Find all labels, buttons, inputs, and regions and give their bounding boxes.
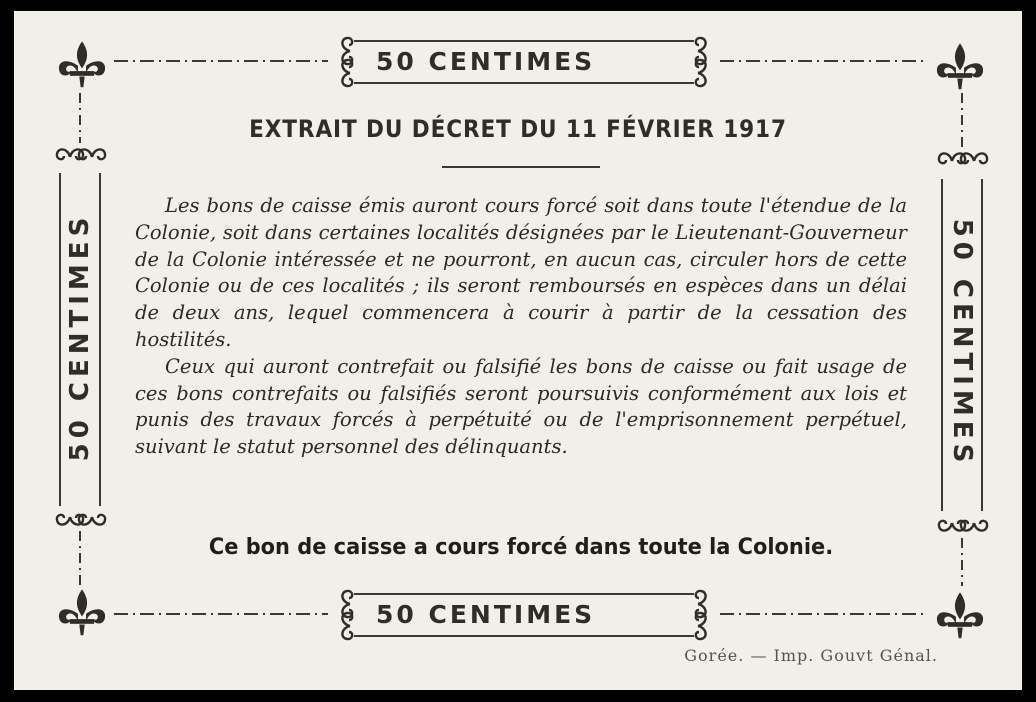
fleur-de-lis-icon [937,592,983,638]
decree-text [135,193,907,461]
decree-paragraph: Ceux qui auront contrefait ou falsifié les bons de caisse ou fait usage de ces bons contrefaits ou falsifiés seront poursuivis conformément aux lois et punis des travaux forcés à perpétuité ou de l'emprisonnement perpétuel, suivant le statut personnel des délinquants. [135,354,907,459]
fleur-de-lis-icon [59,589,105,635]
printer-imprint: Gorée. — Imp. Gouvt Génal. [684,646,938,665]
denomination-top: 50 CENTIMES [376,47,596,76]
fleur-de-lis-icon [59,41,105,87]
legal-tender-statement: Ce bon de caisse a cours forcé dans toute la Colonie. [208,534,834,560]
denomination-left: 50 CENTIMES [65,212,95,462]
denomination-right: 50 CENTIMES [947,218,977,468]
banknote-back [14,11,1022,690]
decree-paragraph: Les bons de caisse émis auront cours forcé soit dans toute l'étendue de la Colonie, soit dans certaines localités désignées par le Lieutenant-Gouverneur de la Colonie intéressée et ne pourront, en aucun cas, circuler hors de cette Colonie ou de ces localités ; ils seront remboursés en espèces dans un délai de deux ans, lequel commencera à courir à partir de la cessation des hostilités. [135,194,907,351]
decree-heading: EXTRAIT DU DÉCRET DU 11 FÉVRIER 1917 [249,115,787,143]
fleur-de-lis-icon [937,43,983,89]
heading-divider [442,166,600,168]
denomination-bottom: 50 CENTIMES [376,600,596,629]
